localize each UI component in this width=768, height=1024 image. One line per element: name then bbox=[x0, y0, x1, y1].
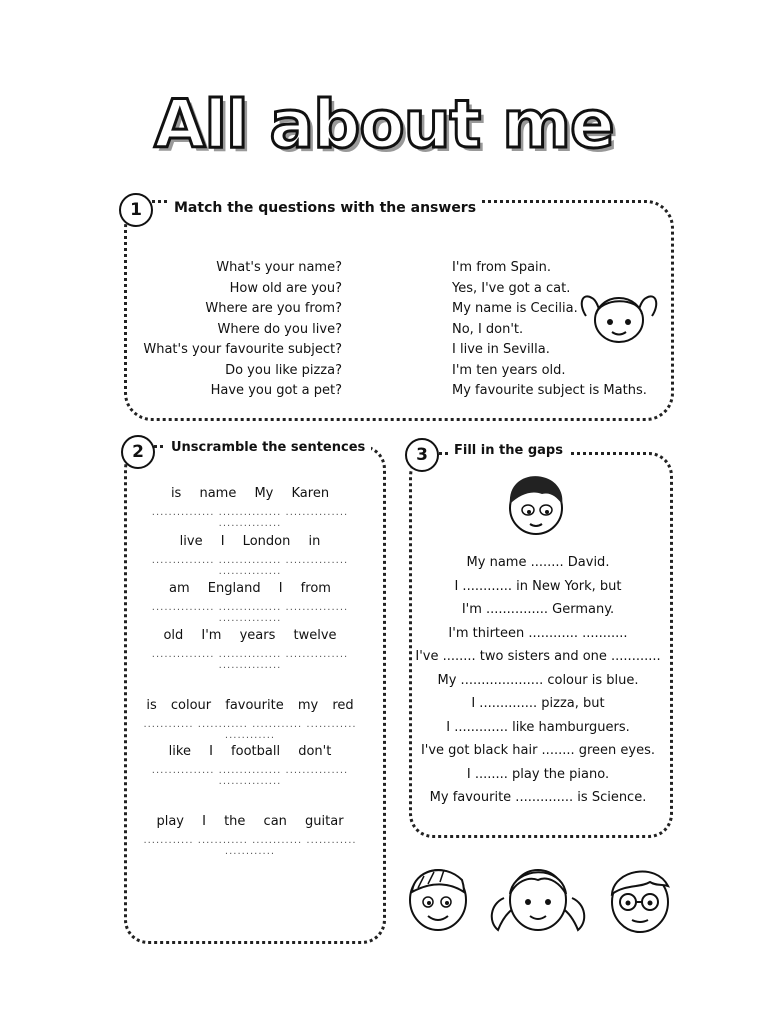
question-item: What's your favourite subject? bbox=[143, 342, 342, 357]
boy-glasses-face-icon bbox=[606, 862, 674, 934]
scrambled-words: is name My Karen bbox=[170, 486, 330, 501]
gap-sentence: I .............. pizza, but bbox=[471, 696, 605, 711]
unscramble-item bbox=[135, 534, 365, 577]
section-1-heading: Match the questions with the answers bbox=[168, 200, 482, 216]
gap-sentence: I ........ play the piano. bbox=[466, 766, 610, 782]
unscramble-item bbox=[130, 698, 370, 741]
answer-blank[interactable]: ............... ............... ............... ............... bbox=[151, 765, 349, 787]
gap-sentence: I'm ............... Germany. bbox=[461, 602, 615, 617]
answer-item: I live in Sevilla. bbox=[452, 342, 550, 357]
unscramble-item bbox=[135, 744, 365, 787]
answer-blank[interactable]: ............... ............... ............... ............... bbox=[151, 602, 349, 624]
gap-sentence: My name ........ David. bbox=[466, 555, 610, 570]
gap-sentence: I've got black hair ........ green eyes. bbox=[420, 743, 656, 758]
question-item: Do you like pizza? bbox=[225, 362, 342, 378]
boy-face-icon bbox=[502, 470, 570, 538]
gap-sentence: I've ........ two sisters and one ............ bbox=[415, 649, 661, 664]
scrambled-words: am England I from bbox=[169, 581, 331, 596]
scrambled-words: live I London in bbox=[179, 534, 321, 549]
boy-face-icon bbox=[404, 862, 472, 934]
answer-item: Yes, I've got a cat. bbox=[452, 280, 571, 296]
section-2-number: 2 bbox=[121, 435, 155, 469]
section-3-number: 3 bbox=[405, 438, 439, 472]
girl-pigtails-face-icon bbox=[486, 858, 590, 936]
gap-sentence: I ............ in New York, but bbox=[454, 578, 622, 594]
question-item: Where do you live? bbox=[217, 321, 342, 337]
answer-item: I'm from Spain. bbox=[452, 260, 552, 275]
answer-item: My favourite subject is Maths. bbox=[452, 383, 647, 398]
section-3-heading: Fill in the gaps bbox=[448, 443, 569, 458]
question-item: Where are you from? bbox=[205, 301, 342, 316]
scrambled-words: is colour favourite my red bbox=[146, 698, 354, 713]
answer-item: No, I don't. bbox=[452, 321, 524, 337]
answer-blank[interactable]: ............... ............... ............... ............... bbox=[151, 507, 349, 529]
question-item: Have you got a pet? bbox=[210, 383, 342, 398]
answer-blank[interactable]: ............... ............... ............... ............... bbox=[151, 555, 349, 577]
girl-face-icon bbox=[578, 286, 660, 348]
scrambled-words: old I'm years twelve bbox=[163, 628, 337, 643]
scrambled-words: play I the can guitar bbox=[156, 814, 344, 829]
answer-blank[interactable]: ............... ............... ............... ............... bbox=[151, 649, 349, 671]
answer-blank[interactable]: ............ ............ ............ ............ ............ bbox=[143, 719, 357, 741]
question-item: What's your name? bbox=[216, 260, 342, 275]
unscramble-item bbox=[135, 628, 365, 671]
unscramble-item bbox=[135, 486, 365, 529]
section-2-heading: Unscramble the sentences bbox=[165, 440, 371, 455]
gap-sentence: I'm thirteen ............ ........... bbox=[448, 625, 628, 641]
question-item: How old are you? bbox=[229, 280, 342, 296]
answer-item: I'm ten years old. bbox=[452, 362, 566, 378]
fill-gaps-list bbox=[412, 551, 664, 810]
gap-sentence: My .................... colour is blue. bbox=[437, 672, 639, 688]
answer-blank[interactable]: ............ ............ ............ ............ ............ bbox=[143, 835, 357, 857]
scrambled-words: like I football don't bbox=[168, 744, 332, 759]
gap-sentence: My favourite .............. is Science. bbox=[429, 790, 647, 805]
gap-sentence: I ............. like hamburguers. bbox=[446, 719, 630, 735]
answer-item: My name is Cecilia. bbox=[452, 301, 578, 316]
unscramble-item bbox=[135, 581, 365, 624]
question-list bbox=[120, 258, 342, 402]
page-title: All about me bbox=[154, 86, 614, 163]
section-1-number: 1 bbox=[119, 193, 153, 227]
unscramble-item bbox=[135, 814, 365, 857]
